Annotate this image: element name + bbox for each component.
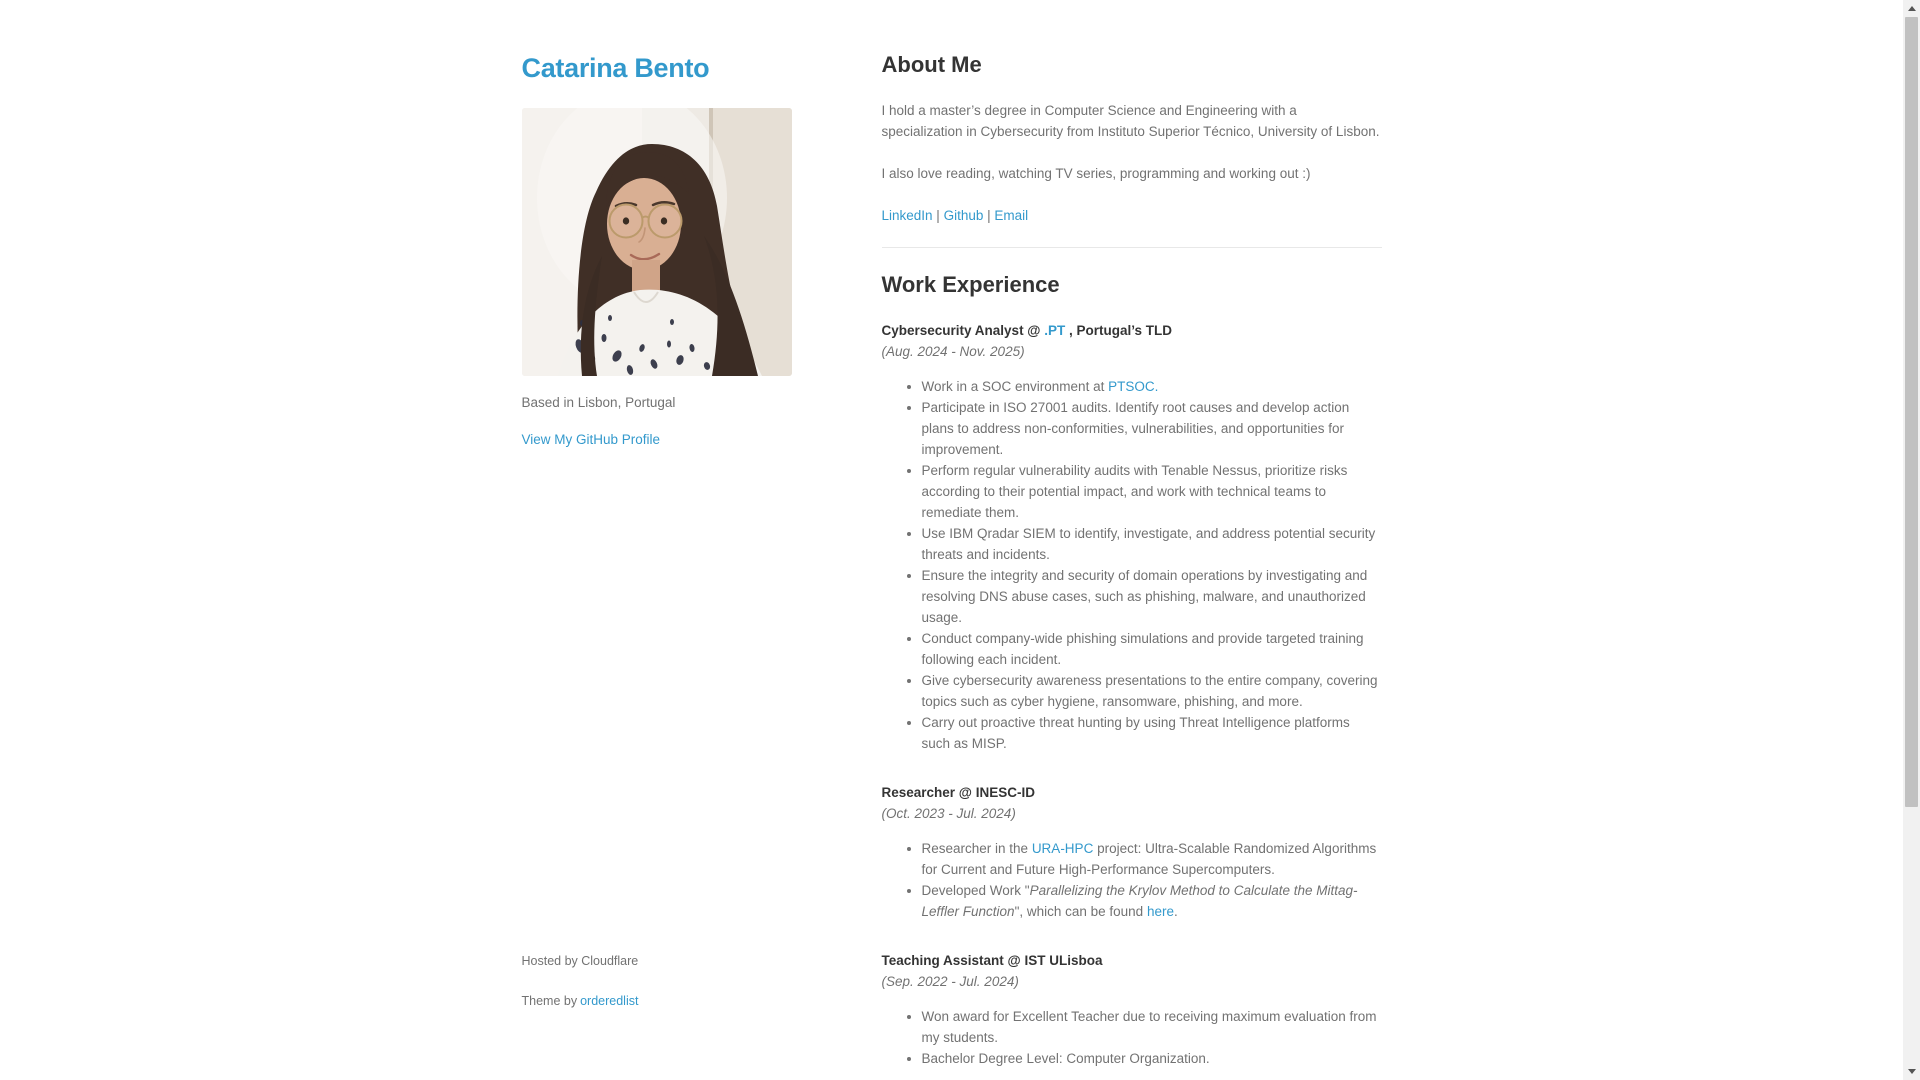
page-title bbox=[522, 52, 792, 84]
main-content bbox=[882, 52, 1382, 1080]
paper-here-link[interactable]: here bbox=[1146, 904, 1174, 919]
bullet-item bbox=[922, 1006, 1382, 1048]
scroll-down-button[interactable] bbox=[1903, 1063, 1920, 1080]
job-list bbox=[882, 320, 1382, 1069]
bullet-item bbox=[922, 1048, 1382, 1069]
job-date: (Oct. 2023 - Jul. 2024) bbox=[881, 806, 1016, 821]
text-span: Researcher @ INESC-ID bbox=[881, 785, 1035, 800]
bullet-item bbox=[922, 880, 1382, 922]
about-paragraph-1: I hold a master’s degree in Computer Science and Engineering with a specialization in Cybersecurity from Instituto Superior Técnico, University of Lisbon. bbox=[881, 103, 1380, 139]
job-bullet-list bbox=[882, 376, 1382, 754]
text-span: Carry out proactive threat hunting by using Threat Intelligence platforms such as MISP. bbox=[921, 715, 1350, 751]
scrollbar[interactable] bbox=[1903, 0, 1920, 1080]
wrapper bbox=[522, 0, 1382, 1080]
linkedin-link[interactable]: LinkedIn bbox=[881, 208, 933, 223]
job-entry bbox=[882, 782, 1382, 922]
profile-photo bbox=[522, 108, 792, 376]
job-bullet-list bbox=[882, 838, 1382, 922]
text-span: Use IBM Qradar SIEM to identify, investigate, and address potential security threats and incidents. bbox=[921, 526, 1376, 562]
hosted-by-text: Hosted by Cloudflare bbox=[521, 954, 639, 968]
about-paragraph-2: I also love reading, watching TV series, programming and working out :) bbox=[881, 166, 1311, 181]
job-bullet-list bbox=[882, 1006, 1382, 1069]
down-arrow-icon bbox=[1908, 1069, 1916, 1074]
job-title bbox=[882, 320, 1382, 341]
job-title bbox=[882, 782, 1382, 803]
ptsoc-link[interactable]: PTSOC. bbox=[1108, 379, 1159, 394]
job-entry bbox=[882, 950, 1382, 1069]
github-link[interactable]: Github bbox=[943, 208, 984, 223]
text-span: Researcher in the bbox=[921, 841, 1032, 856]
contact-links bbox=[882, 205, 1382, 226]
job-entry bbox=[882, 320, 1382, 754]
bullet-item bbox=[922, 712, 1382, 754]
scroll-thumb[interactable] bbox=[1905, 17, 1918, 807]
bullet-item bbox=[922, 670, 1382, 712]
email-link[interactable]: Email bbox=[994, 208, 1029, 223]
github-profile-line bbox=[522, 429, 792, 450]
text-span: Conduct company-wide phishing simulations and provide targeted training following each incident. bbox=[921, 631, 1364, 667]
scroll-up-button[interactable] bbox=[1903, 0, 1920, 17]
text-span: , Portugal’s TLD bbox=[1065, 323, 1173, 338]
bullet-item bbox=[922, 565, 1382, 628]
job-title bbox=[882, 950, 1382, 971]
text-span: Ensure the integrity and security of domain operations by investigating and resolving DNS abuse cases, such as phishing, malware, and unauthorized usage. bbox=[921, 568, 1368, 625]
text-span: Parallelizing the Krylov Method to Calculate the Mittag-Leffler Function bbox=[921, 883, 1358, 919]
bullet-item bbox=[922, 376, 1382, 397]
text-span: Perform regular vulnerability audits with Tenable Nessus, prioritize risks according to their potential impact, and work with technical teams to remediate them. bbox=[921, 463, 1348, 520]
location-caption: Based in Lisbon, Portugal bbox=[521, 395, 676, 410]
text-span: Cybersecurity Analyst @ bbox=[881, 323, 1045, 338]
text-span: Teaching Assistant @ IST ULisboa bbox=[881, 953, 1103, 968]
text-span: Give cybersecurity awareness presentations to the entire company, covering topics such as cyber hygiene, ransomware, phishing, and more. bbox=[921, 673, 1378, 709]
about-heading: About Me bbox=[881, 52, 982, 77]
sidebar bbox=[522, 52, 792, 1047]
job-date: (Aug. 2024 - Nov. 2025) bbox=[881, 344, 1025, 359]
text-span: ", which can be found bbox=[1014, 904, 1147, 919]
bullet-item bbox=[922, 628, 1382, 670]
text-span: Developed Work " bbox=[921, 883, 1030, 898]
github-profile-link[interactable]: View My GitHub Profile bbox=[521, 432, 661, 447]
bullet-item bbox=[922, 460, 1382, 523]
text-span: Won award for Excellent Teacher due to receiving maximum evaluation from my students. bbox=[921, 1009, 1377, 1045]
up-arrow-icon bbox=[1908, 6, 1916, 11]
text-span: project: Ultra-Scalable Randomized Algorithms for Current and Future High-Performance Supercomputers. bbox=[921, 841, 1377, 877]
theme-credit bbox=[522, 992, 639, 1010]
link-separator: | bbox=[983, 208, 995, 223]
link-separator: | bbox=[932, 208, 944, 223]
portrait-illustration bbox=[522, 108, 792, 376]
theme-link[interactable]: orderedlist bbox=[580, 994, 639, 1008]
text-span: Work in a SOC environment at bbox=[921, 379, 1109, 394]
bullet-item bbox=[922, 523, 1382, 565]
dotpt-link[interactable]: .PT bbox=[1044, 323, 1066, 338]
work-heading: Work Experience bbox=[881, 272, 1060, 297]
job-date: (Sep. 2022 - Jul. 2024) bbox=[881, 974, 1019, 989]
site-title-link[interactable]: Catarina Bento bbox=[521, 53, 710, 83]
divider bbox=[882, 247, 1382, 248]
bullet-item bbox=[922, 838, 1382, 880]
bullet-item bbox=[922, 397, 1382, 460]
text-span: Bachelor Degree Level: Computer Organization. bbox=[921, 1051, 1210, 1066]
ura-hpc-link[interactable]: URA-HPC bbox=[1031, 841, 1094, 856]
text-span: . bbox=[1173, 904, 1178, 919]
text-span: Participate in ISO 27001 audits. Identify root causes and develop action plans to address non-conformities, vulnerabilities, and opportunities for improvement. bbox=[921, 400, 1350, 457]
theme-credit-text: Theme by bbox=[521, 994, 578, 1008]
